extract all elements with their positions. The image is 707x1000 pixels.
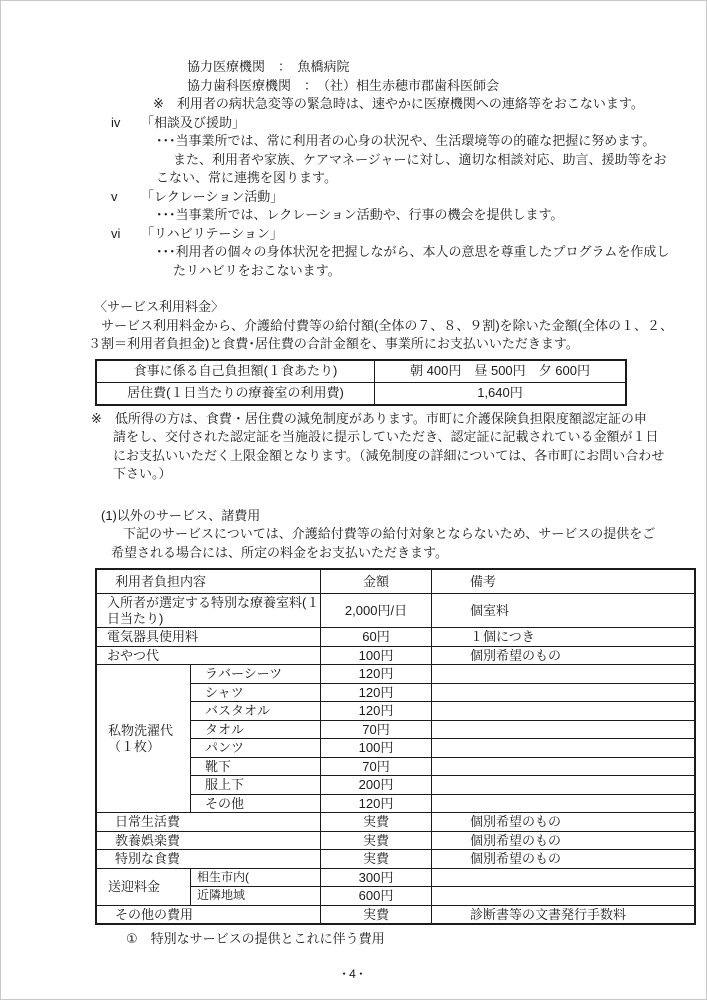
remark-cell: 個室料 <box>432 594 696 628</box>
item-iv-line-1: ･･･当事業所では、常に利用者の心身の状況や、生活環境等の的確な把握に努めます。 <box>156 133 656 148</box>
label-cell: 特別な食費 <box>96 850 321 869</box>
item-number: vi <box>111 225 121 241</box>
amount-cell: 120円 <box>321 665 432 684</box>
remark-cell <box>432 739 696 758</box>
item-cell: 靴下 <box>191 757 321 776</box>
table-row <box>96 646 695 665</box>
item-cell: 相生市内( <box>191 868 321 887</box>
table-row <box>96 382 626 405</box>
amount-cell: 実費 <box>321 850 432 869</box>
header-amount: 金額 <box>321 569 432 594</box>
item-vi-line-1: ･･･利用者の個々の身体状況を把握しながら、本人の意思を尊重したプログラムを作成し <box>156 244 670 259</box>
amount-cell: 実費 <box>321 813 432 832</box>
item-title: 「相談及び援助」 <box>141 114 246 130</box>
remark-cell <box>432 887 696 906</box>
table-row <box>96 665 695 684</box>
table-row <box>96 905 695 924</box>
cooperating-dental-line: 協力歯科医療機関 ： （社）相生赤穂市郡歯科医師会 <box>187 77 500 93</box>
amount-cell: 200円 <box>321 776 432 795</box>
other-fees-body-line-2: 希望される場合には、所定の料金をお支払いただきます。 <box>111 544 448 560</box>
remark-cell <box>432 720 696 739</box>
emergency-note-line: ※ 利用者の病状急変等の緊急時は、速やかに医療機関への連絡等をおこないます。 <box>153 96 644 111</box>
item-cell: 近隣地域 <box>191 887 321 906</box>
fee-label-cell: 居住費(１日当たりの療養室の利用費) <box>96 382 375 405</box>
amount-cell: 100円 <box>321 646 432 665</box>
meal-housing-fee-table <box>95 359 627 406</box>
remark-cell <box>432 868 696 887</box>
fee-body-line-1: サービス利用料金から、介護給付費等の給付額(全体の７、８、９割)を除いた金額(全体の１、２、 <box>101 317 673 333</box>
document-content <box>1 1 706 983</box>
item-cell: ラバーシーツ <box>191 665 321 684</box>
table-header-row <box>96 569 695 594</box>
table-row <box>96 360 626 383</box>
item-cell: タオル <box>191 720 321 739</box>
amount-cell: 70円 <box>321 757 432 776</box>
item-iv-line-3: こない、常に連携を図ります。 <box>156 170 337 185</box>
amount-cell: 120円 <box>321 702 432 721</box>
label-cell: 入所者が選定する特別な療養室料(１日当たり) <box>96 594 321 628</box>
fee-section-heading: 〈サービス利用料金〉 <box>94 299 225 314</box>
header-remarks: 備考 <box>432 569 696 594</box>
remark-cell <box>432 665 696 684</box>
remark-cell <box>432 702 696 721</box>
laundry-group-cell: 私物洗濯代 （１枚） <box>96 665 191 813</box>
amount-cell: 実費 <box>321 905 432 924</box>
remark-cell <box>432 776 696 795</box>
amount-cell: 2,000円/日 <box>321 594 432 628</box>
list-item-vi <box>1 225 706 244</box>
remark-cell <box>432 794 696 813</box>
item-number: v <box>111 188 118 204</box>
table-row <box>96 813 695 832</box>
reduction-note-line-3: にお支払いいただく上限金額となります。（減免制度の詳細については、各市町にお問い合わせ <box>113 447 665 463</box>
amount-cell: 600円 <box>321 887 432 906</box>
item-cell: パンツ <box>191 739 321 758</box>
item-title: 「リハビリテーション」 <box>141 225 283 241</box>
label-cell: おやつ代 <box>96 646 321 665</box>
transport-group-cell: 送迎料金 <box>96 868 191 905</box>
label-cell: 電気器具使用料 <box>96 628 321 647</box>
list-item-v <box>1 188 706 207</box>
remark-cell <box>432 683 696 702</box>
label-cell: 教養娯楽費 <box>96 831 321 850</box>
item-cell: その他 <box>191 794 321 813</box>
amount-cell: 300円 <box>321 868 432 887</box>
cooperating-medical-line: 協力医療機関 ： 魚橋病院 <box>187 59 350 74</box>
fee-value-cell: 1,640円 <box>375 382 627 405</box>
fee-body-line-2: ３割＝利用者負担金)と食費･居住費の合計金額を、事業所にお支払いいただきます。 <box>88 336 579 351</box>
table-row <box>96 850 695 869</box>
item-vi-line-2: たリハビリをおこないます。 <box>173 262 341 278</box>
table-row <box>96 628 695 647</box>
header-content: 利用者負担内容 <box>96 569 321 594</box>
reduction-note-line-1: ※ 低所得の方は、食費・居住費の減免制度があります。市町に介護保険負担限度額認定証の申 <box>91 410 647 426</box>
item-cell: 服上下 <box>191 776 321 795</box>
fee-value-cell: 朝 400円 昼 500円 夕 600円 <box>375 360 627 383</box>
table-row <box>96 831 695 850</box>
amount-cell: 120円 <box>321 794 432 813</box>
item-cell: シャツ <box>191 683 321 702</box>
item-v-line-1: ･･･当事業所では、レクレーション活動や、行事の機会を提供します。 <box>156 207 564 222</box>
item-iv-line-2: また、利用者や家族、ケアマネージャーに対し、適切な相談対応、助言、援助等をお <box>173 151 667 167</box>
other-fees-body-line-1: 下記のサービスについては、介護給付費等の給付対象とならないため、サービスの提供をご <box>123 526 656 541</box>
amount-cell: 70円 <box>321 720 432 739</box>
amount-cell: 60円 <box>321 628 432 647</box>
item-title: 「レクレーション活動」 <box>141 188 284 204</box>
remark-cell: 個別希望のもの <box>432 831 696 850</box>
item-number: iv <box>111 114 121 130</box>
fee-label-cell: 食事に係る自己負担額(１食あたり) <box>96 360 375 383</box>
amount-cell: 実費 <box>321 831 432 850</box>
amount-cell: 100円 <box>321 739 432 758</box>
other-fees-heading: (1)以外のサービス、諸費用 <box>101 507 261 523</box>
item-cell: バスタオル <box>191 702 321 721</box>
remark-cell: １個につき <box>432 628 696 647</box>
remark-cell: 個別希望のもの <box>432 813 696 832</box>
amount-cell: 120円 <box>321 683 432 702</box>
reduction-note-line-2: 請をし、交付された認定証を当施設に提示していただき、認定証に記載されている金額が１日 <box>113 429 659 444</box>
remark-cell <box>432 757 696 776</box>
label-cell: その他の費用 <box>96 905 321 924</box>
list-item-iv <box>1 114 706 133</box>
other-fees-table <box>95 568 696 925</box>
remark-cell: 個別希望のもの <box>432 850 696 869</box>
table-row <box>96 594 695 628</box>
remark-cell: 個別希望のもの <box>432 646 696 665</box>
reduction-note-line-4: 下さい。） <box>113 466 172 481</box>
table-row <box>96 868 695 887</box>
label-cell: 日常生活費 <box>96 813 321 832</box>
special-service-footnote: ① 特別なサービスの提供とこれに伴う費用 <box>126 931 385 946</box>
remark-cell: 診断書等の文書発行手数料 <box>432 905 696 924</box>
page-number: ･4･ <box>341 966 366 981</box>
